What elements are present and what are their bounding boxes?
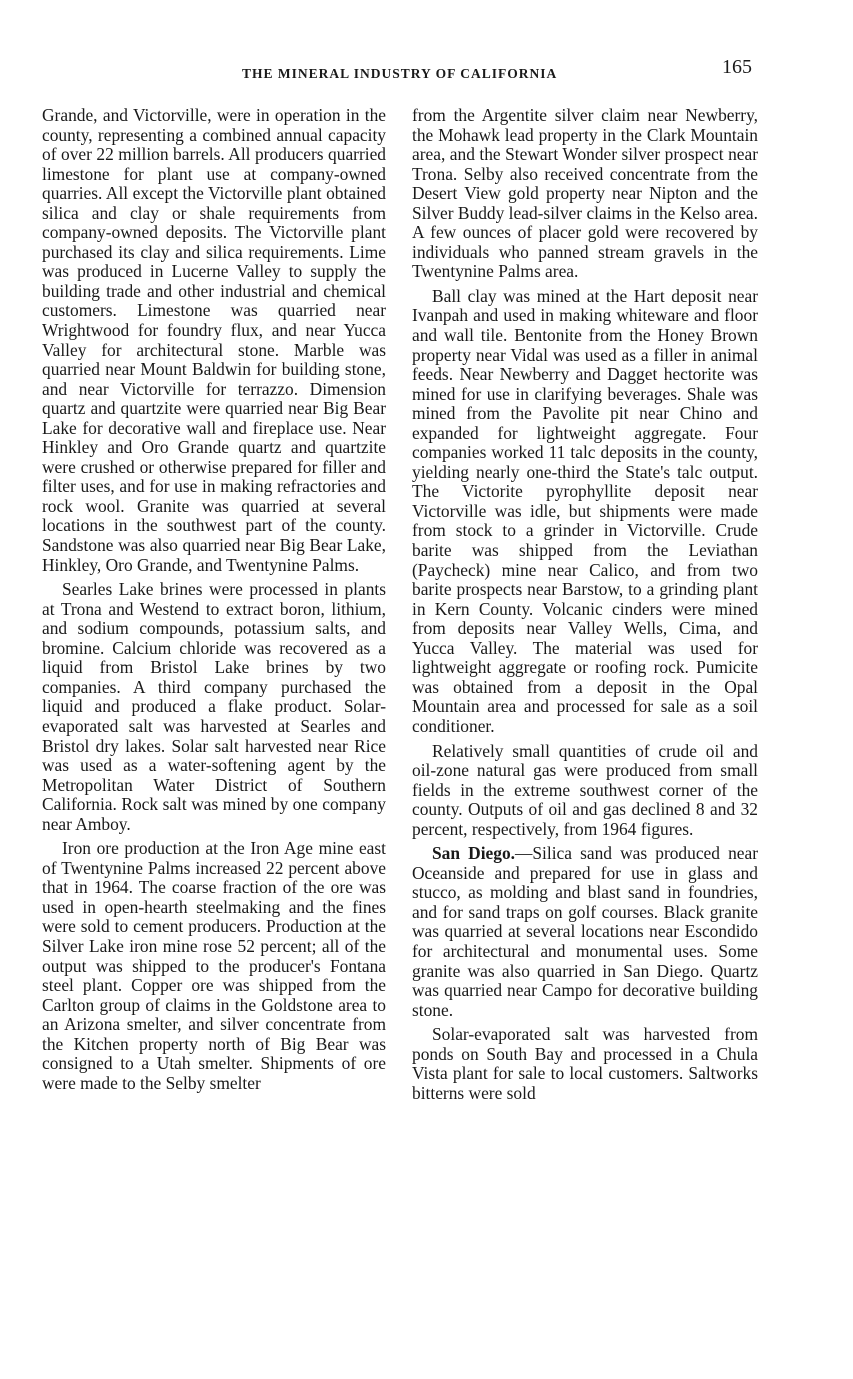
page-header xyxy=(0,56,853,86)
paragraph: Iron ore production at the Iron Age mine east of Twentynine Palms increased 22 percent above that in 1964. The coarse fraction of the ore was used in open-hearth steelmaking and the fines were sold to cement producers. Production at the Silver Lake iron mine rose 52 percent; all of the output was shipped to the producer's Fontana steel plant. Copper ore was shipped from the Carlton group of claims in the Goldstone area to an Arizona smelter, and silver concentrate from the Kitchen property north of Big Bear was consigned to a Utah smelter. Shipments of ore were made to the Selby smelter xyxy=(42,838,386,1093)
paragraph: Searles Lake brines were processed in plants at Trona and Westend to extract boron, lithium, and sodium compounds, potassium salts, and bromine. Calcium chloride was recovered as a liquid from Bristol Lake brines by two companies. A third company purchased the liquid and produced a flake product. Solar-evaporated salt was harvested at Searles and Bristol dry lakes. Solar salt harvested near Rice was used as a water-softening agent by the Metropolitan Water District of Southern California. Rock salt was mined by one company near Amboy. xyxy=(42,579,386,834)
section-text: —Silica sand was produced near Oceanside and prepared for use in glass and stucco, as molding and blast sand in foundries, and for sand traps on golf courses. Black granite was quarried at several locations near Escondido for architectural and monumental uses. Some granite was also quarried in San Diego. Quartz was quarried near Campo for decorative building stone. xyxy=(412,843,758,1020)
paragraph: from the Argentite silver claim near Newberry, the Mohawk lead property in the Clark Mountain area, and the Stewart Wonder silver prospect near Trona. Selby also received concentrate from the Desert View gold property near Nipton and the Silver Buddy lead-silver claims in the Kelso area. A few ounces of placer gold were recovered by individuals who panned stream gravels in the Twentynine Palms area. xyxy=(412,105,758,282)
paragraph: Relatively small quantities of crude oil and oil-zone natural gas were produced from small fields in the extreme southwest corner of the county. Outputs of oil and gas declined 8 and 32 percent, respectively, from 1964 figures. xyxy=(412,740,758,839)
page-number: 165 xyxy=(722,56,752,78)
running-title: THE MINERAL INDUSTRY OF CALIFORNIA xyxy=(242,66,558,81)
right-column xyxy=(412,106,758,1108)
section-san-diego xyxy=(412,844,758,1020)
paragraph: Solar-evaporated salt was harvested from ponds on South Bay and processed in a Chula Vista plant for sale to local customers. Saltworks bitterns were sold xyxy=(412,1024,758,1103)
left-column xyxy=(42,106,386,1098)
section-heading: San Diego. xyxy=(432,843,515,864)
paragraph: Ball clay was mined at the Hart deposit near Ivanpah and used in making whiteware and floor and wall tile. Bentonite from the Honey Brown property near Vidal was used as a filler in animal feeds. Near Newberry and Dagget hectorite was mined for use in clarifying beverages. Shale was mined from the Pavolite pit near Chino and expanded for lightweight aggregate. Four companies worked 11 talc deposits in the county, yielding nearly one-third the State's talc output. The Victorite pyrophyllite deposit near Victorville was idle, but shipments were made from stock to a grinder in Victorville. Crude barite was shipped from the Leviathan (Paycheck) mine near Calico, and from two barite prospects near Barstow, to a grinding plant in Kern County. Volcanic cinders were mined from deposits near Valley Wells, Cima, and Yucca Valley. The material was used for lightweight aggregate or roofing rock. Pumicite was obtained from a deposit in the Opal Mountain area and processed for sale as a soil conditioner. xyxy=(412,285,758,736)
paragraph: Grande, and Victorville, were in operation in the county, representing a combined annual capacity of over 22 million barrels. All producers quarried limestone for plant use at company-owned quarries. All except the Victorville plant obtained silica and clay or shale requirements from company-owned deposits. The Victorville plant purchased its clay and silica requirements. Lime was produced in Lucerne Valley to supply the building trade and other industrial and chemical customers. Limestone was quarried near Wrightwood for foundry flux, and near Yucca Valley for architectural stone. Marble was quarried near Mount Baldwin for building stone, and near Victorville for terrazzo. Dimension quartz and quartzite were quarried near Big Bear Lake for decorative wall and fireplace use. Near Hinkley and Oro Grande quartz and quartzite were crushed or otherwise prepared for filler and filter uses, and for use in making refractories and rock wool. Granite was quarried at several locations in the southwest part of the county. Sandstone was also quarried near Big Bear Lake, Hinkley, Oro Grande, and Twentynine Palms. xyxy=(42,105,386,575)
